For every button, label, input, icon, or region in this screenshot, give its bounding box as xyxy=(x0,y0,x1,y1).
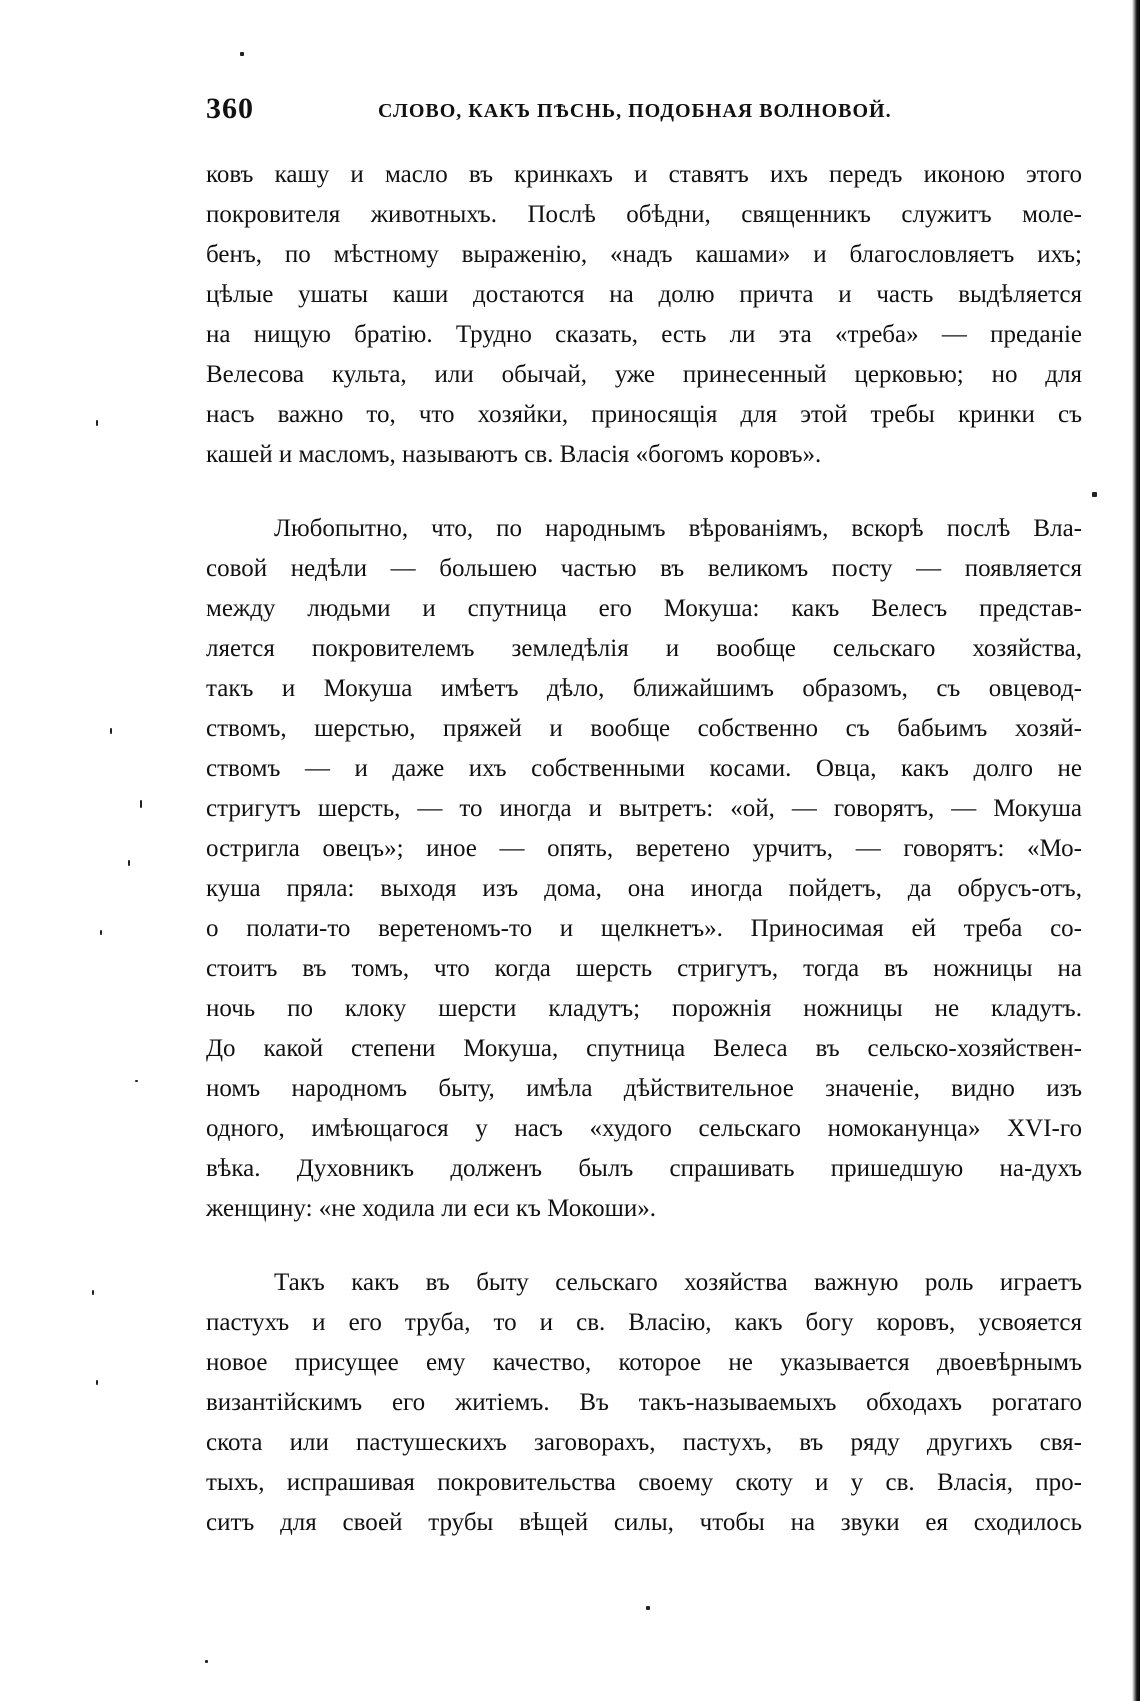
text-line: женщину: «не ходила ли еси къ Мокоши». xyxy=(206,1195,656,1222)
scan-speck xyxy=(110,728,112,734)
scan-speck xyxy=(96,420,98,426)
scan-speck xyxy=(1092,492,1097,497)
scan-speck xyxy=(92,1290,94,1295)
running-title: СЛОВО, КАКЪ ПѢСНЬ, ПОДОБНАЯ ВОЛНОВОЙ. xyxy=(378,100,892,122)
text-line: тыхъ, испрашивая покровительства своему скоту и у св. Власія, про- xyxy=(206,1469,1082,1496)
text-line: До какой степени Мокуша, спутница Велеса въ сельско-хозяйствен- xyxy=(206,1035,1082,1062)
text-line: о полати-то веретеномъ-то и щелкнетъ». Приносимая ей треба со- xyxy=(206,915,1082,942)
page-number: 360 xyxy=(206,92,254,125)
text-line: бенъ, по мѣстному выраженію, «надъ кашами» и благословляетъ ихъ; xyxy=(206,241,1082,268)
text-line: ляется покровителемъ земледѣлія и вообще сельскаго хозяйства, xyxy=(206,635,1082,662)
paragraph-gap xyxy=(206,1229,1082,1263)
text-line: Велесова культа, или обычай, уже принесенный церковью; но для xyxy=(206,361,1082,388)
scan-speck xyxy=(100,930,102,935)
text-line: стоитъ въ томъ, что когда шерсть стригутъ, тогда въ ножницы на xyxy=(206,955,1082,982)
text-line: вѣка. Духовникъ долженъ былъ спрашивать пришедшую на-духъ xyxy=(206,1155,1082,1182)
paragraph-3 xyxy=(206,1263,1082,1543)
text-line: номъ народномъ быту, имѣла дѣйствительное значеніе, видно изъ xyxy=(206,1075,1082,1102)
running-head xyxy=(206,92,1082,126)
text-line: пастухъ и его труба, то и св. Власію, какъ богу коровъ, усвояется xyxy=(206,1309,1082,1336)
text-line: новое присущее ему качество, которое не указывается двоевѣрнымъ xyxy=(206,1349,1082,1376)
text-line: Такъ какъ въ быту сельскаго хозяйства важную роль играетъ xyxy=(274,1269,1082,1296)
text-line: насъ важно то, что хозяйки, приносящія для этой требы кринки съ xyxy=(206,401,1082,428)
scan-speck xyxy=(140,800,142,808)
text-line: ствомъ, шерстью, пряжей и вообще собственно съ бабьимъ хозяй- xyxy=(206,715,1082,742)
text-line: скота или пастушескихъ заговорахъ, пастухъ, въ ряду другихъ свя- xyxy=(206,1429,1082,1456)
text-line: остригла овецъ»; иное — опять, веретено урчитъ, — говорятъ: «Мо- xyxy=(206,835,1082,862)
text-line: такъ и Мокуша имѣетъ дѣло, ближайшимъ образомъ, съ овцевод- xyxy=(206,675,1082,702)
scan-speck xyxy=(240,52,244,56)
text-line: цѣлые ушаты каши достаются на долю причта и часть выдѣляется xyxy=(206,281,1082,308)
text-line: ковъ кашу и масло въ кринкахъ и ставятъ ихъ передъ иконою этого xyxy=(206,161,1082,188)
text-line: куша пряла: выходя изъ дома, она иногда пойдетъ, да обрусъ-отъ, xyxy=(206,875,1082,902)
scan-speck xyxy=(646,1606,650,1610)
text-line: византійскимъ его житіемъ. Въ такъ-называемыхъ обходахъ рогатаго xyxy=(206,1389,1082,1416)
paragraph-1 xyxy=(206,155,1082,475)
text-line: ситъ для своей трубы вѣщей силы, чтобы на звуки ея сходилось xyxy=(206,1509,1082,1536)
body-text xyxy=(206,155,1082,1543)
text-line: на нищую братію. Трудно сказать, есть ли эта «треба» — преданіе xyxy=(206,321,1082,348)
paragraph-gap xyxy=(206,475,1082,509)
text-line: ночь по клоку шерсти кладутъ; порожнія ножницы не кладутъ. xyxy=(206,995,1082,1022)
paragraph-2 xyxy=(206,509,1082,1229)
scan-speck xyxy=(205,1660,208,1663)
scan-speck xyxy=(128,860,130,866)
text-line: совой недѣли — большею частью въ великомъ посту — появляется xyxy=(206,555,1082,582)
text-line: покровителя животныхъ. Послѣ обѣдни, священникъ служитъ моле- xyxy=(206,201,1082,228)
scan-speck xyxy=(96,1380,98,1385)
scan-speck xyxy=(135,1080,138,1082)
text-line: кашей и масломъ, называютъ св. Власія «богомъ коровъ». xyxy=(206,441,822,468)
text-line: одного, имѣющагося у насъ «худого сельскаго номоканунца» XVI-го xyxy=(206,1115,1082,1142)
text-line: ствомъ — и даже ихъ собственными косами. Овца, какъ долго не xyxy=(206,755,1082,782)
page-edge xyxy=(1132,0,1140,1701)
text-line: между людьми и спутница его Мокуша: какъ Велесъ представ- xyxy=(206,595,1082,622)
text-line: стригутъ шерсть, — то иногда и вытретъ: «ой, — говорятъ, — Мокуша xyxy=(206,795,1082,822)
text-line: Любопытно, что, по народнымъ вѣрованіямъ, вскорѣ послѣ Вла- xyxy=(274,515,1082,542)
